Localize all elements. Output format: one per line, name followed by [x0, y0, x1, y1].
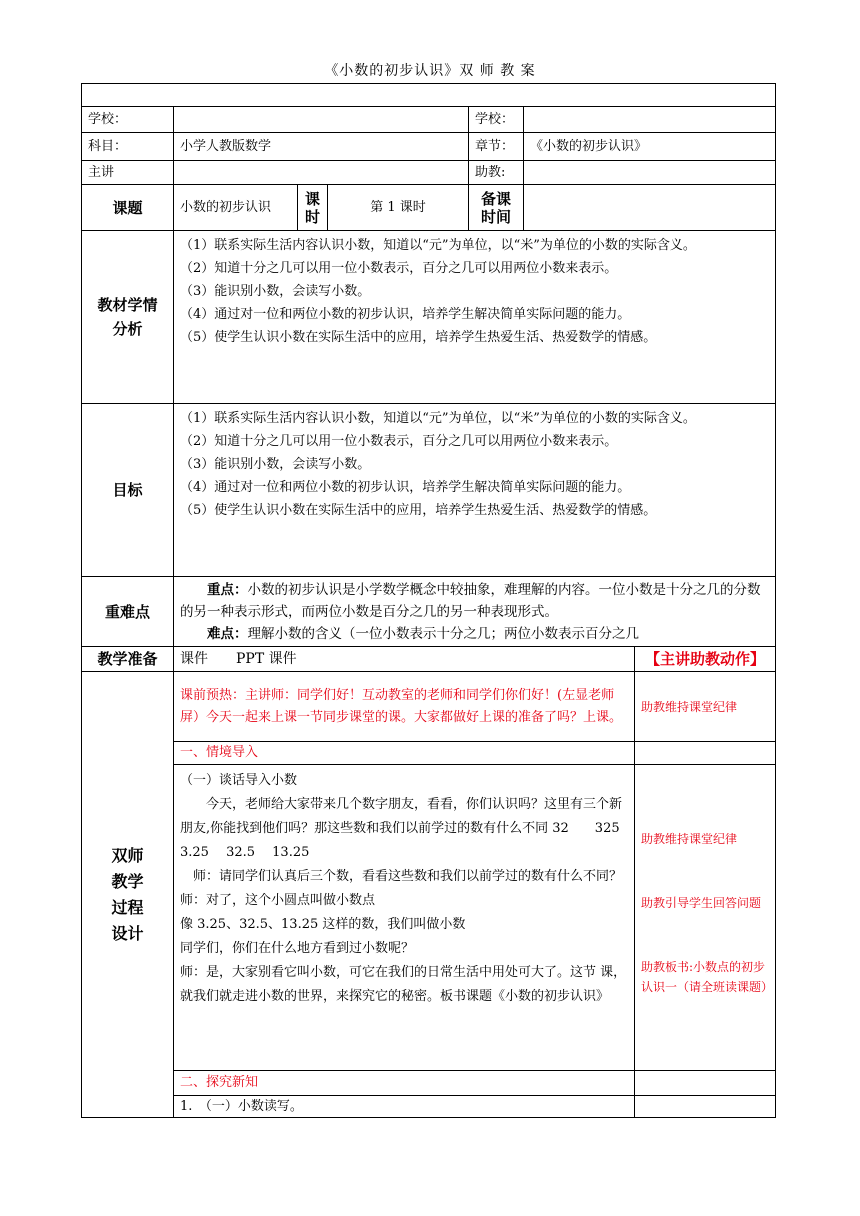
process-label: 双师 教学 过程 设计 — [82, 672, 174, 1118]
subject-value: 小学人教版数学 — [174, 133, 469, 161]
section1-action — [635, 742, 776, 765]
analysis-item: （2）知道十分之几可以用一位小数表示，百分之几可以用两位小数来表示。 — [180, 261, 618, 276]
sub-heading: （一）谈话导入小数 — [180, 773, 298, 788]
goal-item: （1）联系实际生活内容认识小数，知道以“元”为单位，以“米”为单位的小数的实际含义。 — [180, 411, 696, 426]
subject-row — [82, 133, 776, 161]
intro-para: 师：是，大家别看它叫小数，可它在我们的日常生活中用处可大了。这节 课，就我们就走进小数的世界，来探究它的秘密。板书课题《小数的初步认识》 — [180, 965, 627, 1004]
key-points-row — [82, 577, 776, 647]
topic-label: 课题 — [82, 185, 174, 231]
analysis-item: （5）使学生认识小数在实际生活中的应用，培养学生热爱生活、热爱数学的情感。 — [180, 330, 657, 345]
lecturer-row — [82, 161, 776, 185]
period-value: 第 1 课时 — [328, 185, 469, 231]
intro-content — [174, 765, 635, 1071]
analysis-content — [174, 231, 776, 404]
warmup-row — [82, 672, 776, 742]
prep-time-value — [524, 185, 776, 231]
school-label-right: 学校： — [469, 107, 524, 133]
action-note: 助教引导学生回答问题 — [641, 896, 762, 910]
goal-item: （2）知道十分之几可以用一位小数表示，百分之几可以用两位小数来表示。 — [180, 434, 618, 449]
intro-actions — [635, 765, 776, 1071]
warmup-text: 课前预热：主讲师：同学们好！互动教室的老师和同学们你们好！(左显老师屏）今天一起来上课一节同步课堂的课。大家都做好上课的准备了吗？上课。 — [174, 672, 635, 742]
section2-heading: 二、探究新知 — [174, 1071, 635, 1096]
intro-para: 像 3.25、32.5、13.25 这样的数，我们叫做小数 — [180, 917, 466, 932]
action-note: 助教维持课堂纪律 — [641, 832, 738, 846]
action-header: 【主讲助教动作】 — [635, 647, 776, 672]
intro-para: 师：请同学们认真后三个数，看看这些数和我们以前学过的数有什么不同？师：对了，这个小圆点叫做小数点 — [180, 869, 623, 908]
prep-label: 教学准备 — [82, 647, 174, 672]
key-points-content — [174, 577, 776, 647]
key-label: 重点： — [207, 581, 248, 598]
goals-label: 目标 — [82, 404, 174, 577]
item1-row — [82, 1096, 776, 1118]
goals-row — [82, 404, 776, 577]
topic-value: 小数的初步认识 — [174, 185, 298, 231]
prep-time-label: 备课 时间 — [469, 185, 524, 231]
analysis-label: 教材学情 分析 — [82, 231, 174, 404]
lecturer-value — [174, 161, 469, 185]
goal-item: （5）使学生认识小数在实际生活中的应用，培养学生热爱生活、热爱数学的情感。 — [180, 503, 657, 518]
chapter-value: 《小数的初步认识》 — [524, 133, 776, 161]
item1-action — [635, 1096, 776, 1118]
lesson-plan-table — [81, 83, 776, 1118]
period-label: 课 时 — [298, 185, 328, 231]
blank-top-row — [82, 84, 776, 107]
analysis-row — [82, 231, 776, 404]
chapter-label: 章节： — [469, 133, 524, 161]
intro-content-row — [82, 765, 776, 1071]
section2-action — [635, 1071, 776, 1096]
topic-row — [82, 185, 776, 231]
analysis-item: （1）联系实际生活内容认识小数，知道以“元”为单位，以“米”为单位的小数的实际含义。 — [180, 238, 696, 253]
key-points-label: 重难点 — [82, 577, 174, 647]
school-label-left: 学校： — [82, 107, 174, 133]
analysis-item: （3）能识别小数，会读写小数。 — [180, 284, 371, 299]
goal-item: （3）能识别小数，会读写小数。 — [180, 457, 371, 472]
prep-row — [82, 647, 776, 672]
goals-content — [174, 404, 776, 577]
goal-item: （4）通过对一位和两位小数的初步认识，培养学生解决简单实际问题的能力。 — [180, 480, 631, 495]
section2-row — [82, 1071, 776, 1096]
warmup-action: 助教维持课堂纪律 — [635, 672, 776, 742]
analysis-item: （4）通过对一位和两位小数的初步认识，培养学生解决简单实际问题的能力。 — [180, 307, 631, 322]
prep-value: 课件 PPT 课件 — [174, 647, 635, 672]
action-note: 助教板书:小数点的初步认识一（请全班读课题） — [641, 960, 774, 994]
key-text: 小数的初步认识是小学数学概念中较抽象，难理解的内容。一位小数是十分之几的分数的另一种表示形式，而两位小数是百分之几的另一种表现形式。 — [180, 581, 761, 620]
intro-para: 今天，老师给大家带来几个数字朋友，看看，你们认识吗？这里有三个新朋友,你能找到他们吗？那这些数和我们以前学过的数有什么不同 32 325 3.25 32.5 13.25 — [180, 797, 637, 860]
document-title: 《小数的初步认识》双 师 教 案 — [324, 63, 536, 79]
section1-heading: 一、情境导入 — [174, 742, 635, 765]
school-value-right — [524, 107, 776, 133]
lecturer-label: 主讲 — [82, 161, 174, 185]
intro-para: 同学们，你们在什么地方看到过小数呢？ — [180, 941, 415, 956]
section1-row — [82, 742, 776, 765]
item1-text: 1. （一）小数读写。 — [174, 1096, 635, 1118]
hard-text: 理解小数的含义（一位小数表示十分之几；两位小数表示百分之几 — [247, 625, 639, 642]
assistant-label: 助教: — [469, 161, 524, 185]
hard-label: 难点： — [207, 625, 248, 642]
school-value-left — [174, 107, 469, 133]
school-row — [82, 107, 776, 133]
subject-label: 科目： — [82, 133, 174, 161]
assistant-value — [524, 161, 776, 185]
